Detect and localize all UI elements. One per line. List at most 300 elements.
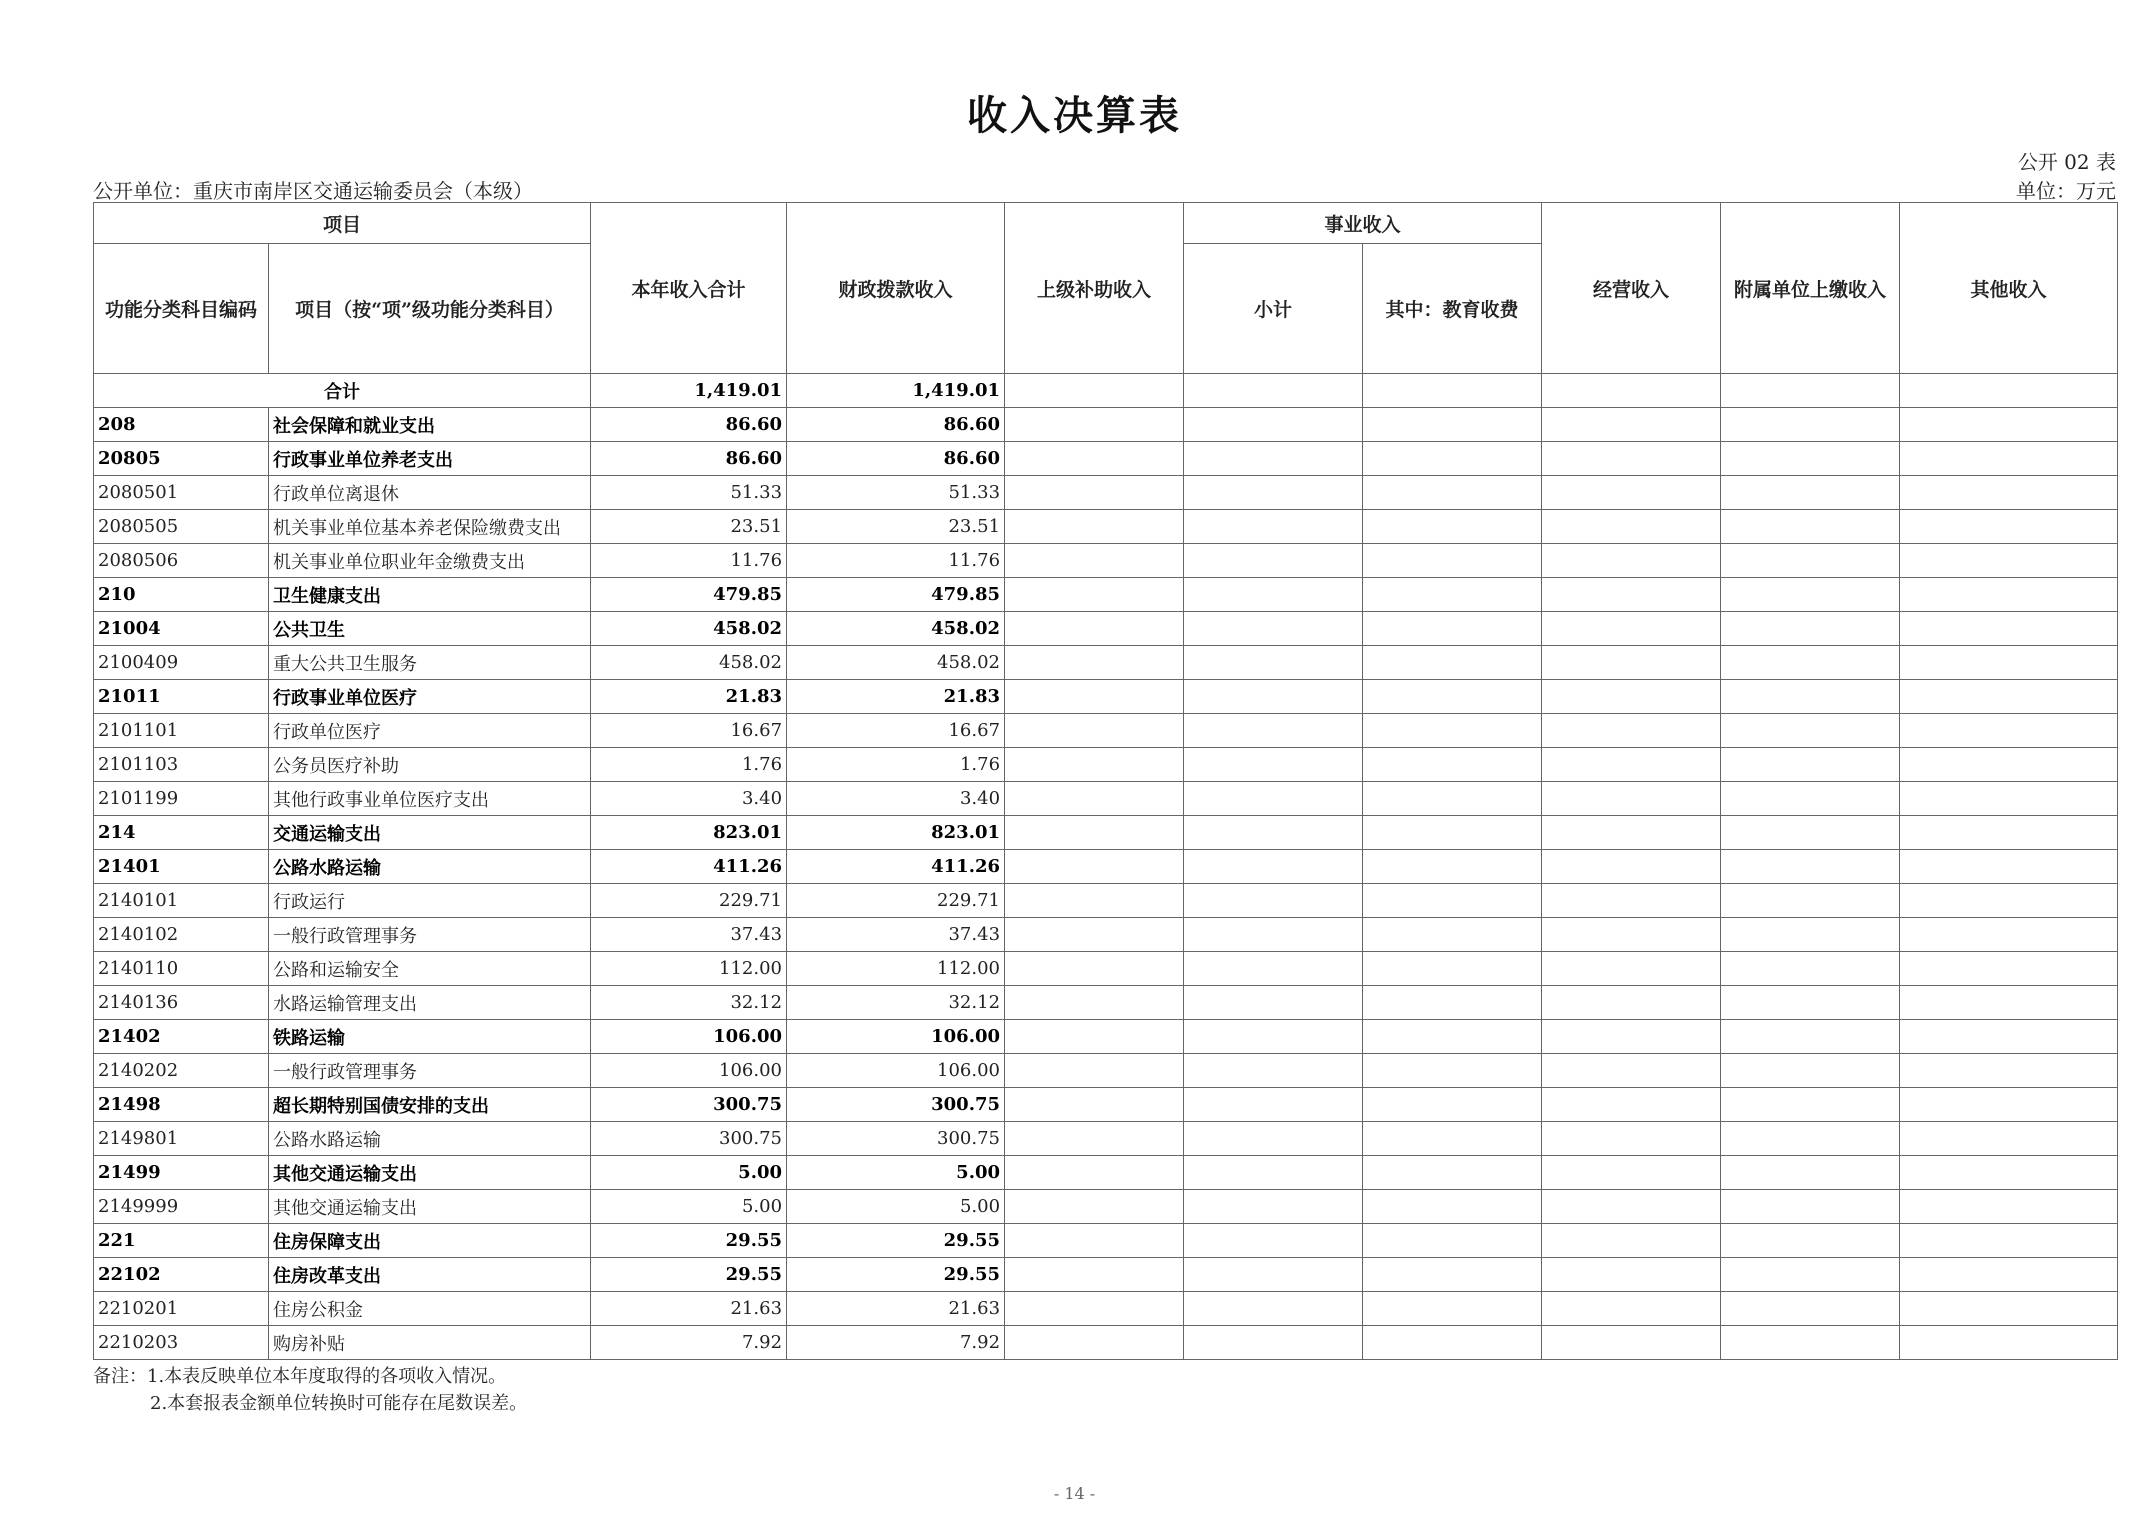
empty-cell <box>1363 1020 1542 1054</box>
empty-cell <box>1184 1122 1363 1156</box>
empty-cell <box>1542 782 1721 816</box>
row-total-income: 112.00 <box>591 952 787 986</box>
empty-cell <box>1005 952 1184 986</box>
empty-cell <box>1363 1088 1542 1122</box>
header-career-subtotal: 小计 <box>1184 244 1363 374</box>
empty-cell <box>1363 476 1542 510</box>
row-total-income: 21.83 <box>591 680 787 714</box>
empty-cell <box>1184 1156 1363 1190</box>
row-fiscal-income: 300.75 <box>787 1122 1005 1156</box>
row-name: 铁路运输 <box>269 1020 591 1054</box>
row-code: 2210203 <box>94 1326 269 1360</box>
empty-cell <box>1363 1292 1542 1326</box>
table-row <box>94 850 2118 884</box>
row-name: 住房保障支出 <box>269 1224 591 1258</box>
empty-cell <box>1542 680 1721 714</box>
empty-cell <box>1542 714 1721 748</box>
total-label: 合计 <box>94 374 591 408</box>
empty-cell <box>1900 816 2118 850</box>
row-total-income: 411.26 <box>591 850 787 884</box>
empty-cell <box>1184 442 1363 476</box>
empty-cell <box>1363 1224 1542 1258</box>
empty-cell <box>1721 884 1900 918</box>
row-name: 一般行政管理事务 <box>269 918 591 952</box>
empty-cell <box>1900 510 2118 544</box>
row-fiscal-income: 11.76 <box>787 544 1005 578</box>
empty-cell <box>1363 884 1542 918</box>
row-fiscal-income: 86.60 <box>787 408 1005 442</box>
row-fiscal-income: 106.00 <box>787 1020 1005 1054</box>
empty-cell <box>1363 782 1542 816</box>
empty-cell <box>1363 1258 1542 1292</box>
header-project: 项目 <box>94 203 591 244</box>
row-code: 2140202 <box>94 1054 269 1088</box>
row-code: 21499 <box>94 1156 269 1190</box>
row-name: 卫生健康支出 <box>269 578 591 612</box>
row-fiscal-income: 3.40 <box>787 782 1005 816</box>
page-number: - 14 - <box>1053 1484 1096 1503</box>
row-fiscal-income: 458.02 <box>787 612 1005 646</box>
header-superior-subsidy: 上级补助收入 <box>1005 203 1184 374</box>
empty-cell <box>1363 578 1542 612</box>
header-function-code: 功能分类科目编码 <box>94 244 269 374</box>
row-total-income: 51.33 <box>591 476 787 510</box>
row-name: 公路水路运输 <box>269 850 591 884</box>
empty-cell <box>1363 952 1542 986</box>
empty-cell <box>1363 544 1542 578</box>
empty-cell <box>1542 408 1721 442</box>
row-fiscal-income: 29.55 <box>787 1224 1005 1258</box>
empty-cell <box>1721 1020 1900 1054</box>
row-code: 210 <box>94 578 269 612</box>
empty-cell <box>1542 918 1721 952</box>
table-row <box>94 1326 2118 1360</box>
income-statement-table <box>93 202 2118 1360</box>
header-function-name: 项目（按“项”级功能分类科目） <box>269 244 591 374</box>
empty-cell <box>1721 918 1900 952</box>
notes <box>93 1363 527 1417</box>
empty-cell <box>1900 1156 2118 1190</box>
row-code: 21498 <box>94 1088 269 1122</box>
empty-cell <box>1005 1088 1184 1122</box>
empty-cell <box>1900 578 2118 612</box>
empty-cell <box>1363 612 1542 646</box>
header-total-income: 本年收入合计 <box>591 203 787 374</box>
empty-cell <box>1542 884 1721 918</box>
empty-cell <box>1363 1122 1542 1156</box>
empty-cell <box>1184 850 1363 884</box>
header-other-income: 其他收入 <box>1900 203 2118 374</box>
empty-cell <box>1005 986 1184 1020</box>
empty-cell <box>1900 1088 2118 1122</box>
row-code: 214 <box>94 816 269 850</box>
row-code: 2101101 <box>94 714 269 748</box>
empty-cell <box>1005 680 1184 714</box>
empty-cell <box>1721 850 1900 884</box>
row-fiscal-income: 21.63 <box>787 1292 1005 1326</box>
row-name: 一般行政管理事务 <box>269 1054 591 1088</box>
empty-cell <box>1900 476 2118 510</box>
empty-cell <box>1184 782 1363 816</box>
table-row <box>94 408 2118 442</box>
row-fiscal-income: 1.76 <box>787 748 1005 782</box>
row-total-income: 458.02 <box>591 646 787 680</box>
table-row <box>94 1292 2118 1326</box>
header-affiliated-income: 附属单位上缴收入 <box>1721 203 1900 374</box>
row-code: 2080501 <box>94 476 269 510</box>
table-row <box>94 1156 2118 1190</box>
row-code: 21402 <box>94 1020 269 1054</box>
empty-cell <box>1900 612 2118 646</box>
row-code: 2080506 <box>94 544 269 578</box>
table-row <box>94 1020 2118 1054</box>
empty-cell <box>1184 578 1363 612</box>
empty-cell <box>1721 578 1900 612</box>
empty-cell <box>1184 646 1363 680</box>
table-row <box>94 578 2118 612</box>
empty-cell <box>1184 1054 1363 1088</box>
empty-cell <box>1721 1190 1900 1224</box>
empty-cell <box>1721 714 1900 748</box>
empty-cell <box>1005 714 1184 748</box>
row-total-income: 300.75 <box>591 1122 787 1156</box>
row-code: 2149999 <box>94 1190 269 1224</box>
row-name: 水路运输管理支出 <box>269 986 591 1020</box>
table-row <box>94 1190 2118 1224</box>
table-row <box>94 884 2118 918</box>
empty-cell <box>1184 544 1363 578</box>
row-total-income: 37.43 <box>591 918 787 952</box>
empty-cell <box>1721 442 1900 476</box>
table-row <box>94 510 2118 544</box>
row-fiscal-income: 21.83 <box>787 680 1005 714</box>
row-name: 机关事业单位基本养老保险缴费支出 <box>269 510 591 544</box>
empty-cell <box>1721 408 1900 442</box>
header-education-fee: 其中：教育收费 <box>1363 244 1542 374</box>
empty-cell <box>1184 680 1363 714</box>
empty-cell <box>1005 918 1184 952</box>
empty-cell <box>1900 1054 2118 1088</box>
table-row <box>94 918 2118 952</box>
row-name: 购房补贴 <box>269 1326 591 1360</box>
currency-unit: 单位：万元 <box>2016 179 2116 203</box>
empty-cell <box>1363 646 1542 680</box>
row-name: 社会保障和就业支出 <box>269 408 591 442</box>
empty-cell <box>1184 816 1363 850</box>
row-total-income: 29.55 <box>591 1258 787 1292</box>
empty-cell <box>1184 884 1363 918</box>
header-fiscal-appropriation: 财政拨款收入 <box>787 203 1005 374</box>
row-total-income: 16.67 <box>591 714 787 748</box>
empty-cell <box>1721 476 1900 510</box>
row-code: 2140102 <box>94 918 269 952</box>
empty-cell <box>1005 816 1184 850</box>
table-row <box>94 748 2118 782</box>
row-name: 住房公积金 <box>269 1292 591 1326</box>
row-name: 行政单位医疗 <box>269 714 591 748</box>
row-name: 公务员医疗补助 <box>269 748 591 782</box>
row-total-income: 823.01 <box>591 816 787 850</box>
row-total-income: 21.63 <box>591 1292 787 1326</box>
empty-cell <box>1363 680 1542 714</box>
row-fiscal-income: 7.92 <box>787 1326 1005 1360</box>
empty-cell <box>1184 986 1363 1020</box>
empty-cell <box>1542 1020 1721 1054</box>
row-fiscal-income: 29.55 <box>787 1258 1005 1292</box>
empty-cell <box>1184 1190 1363 1224</box>
row-code: 21401 <box>94 850 269 884</box>
table-row <box>94 1224 2118 1258</box>
row-total-income: 86.60 <box>591 408 787 442</box>
row-code: 2140101 <box>94 884 269 918</box>
empty-cell <box>1721 612 1900 646</box>
row-fiscal-income: 300.75 <box>787 1088 1005 1122</box>
empty-cell <box>1184 1020 1363 1054</box>
row-code: 2101103 <box>94 748 269 782</box>
empty-cell <box>1542 850 1721 884</box>
table-row <box>94 782 2118 816</box>
empty-cell <box>1184 510 1363 544</box>
empty-cell <box>1005 1190 1184 1224</box>
row-name: 公路和运输安全 <box>269 952 591 986</box>
empty-cell <box>1542 1258 1721 1292</box>
row-total-income: 86.60 <box>591 442 787 476</box>
empty-cell <box>1721 1292 1900 1326</box>
row-code: 208 <box>94 408 269 442</box>
row-fiscal-income: 16.67 <box>787 714 1005 748</box>
row-fiscal-income: 5.00 <box>787 1156 1005 1190</box>
row-total-income: 32.12 <box>591 986 787 1020</box>
row-total-income: 23.51 <box>591 510 787 544</box>
empty-cell <box>1542 646 1721 680</box>
table-row <box>94 612 2118 646</box>
empty-cell <box>1005 408 1184 442</box>
empty-cell <box>1005 1224 1184 1258</box>
row-code: 2149801 <box>94 1122 269 1156</box>
empty-cell <box>1005 442 1184 476</box>
empty-cell <box>1900 544 2118 578</box>
row-name: 行政事业单位医疗 <box>269 680 591 714</box>
row-code: 2100409 <box>94 646 269 680</box>
empty-cell <box>1542 1054 1721 1088</box>
empty-cell <box>1005 1326 1184 1360</box>
empty-cell <box>1900 1122 2118 1156</box>
empty-cell <box>1363 816 1542 850</box>
empty-cell <box>1184 1224 1363 1258</box>
table-row <box>94 816 2118 850</box>
empty-cell <box>1542 1190 1721 1224</box>
empty-cell <box>1900 782 2118 816</box>
row-code: 2210201 <box>94 1292 269 1326</box>
empty-cell <box>1184 1326 1363 1360</box>
empty-cell <box>1184 1292 1363 1326</box>
row-total-income: 458.02 <box>591 612 787 646</box>
empty-cell <box>1542 476 1721 510</box>
header-operating-income: 经营收入 <box>1542 203 1721 374</box>
row-fiscal-income: 32.12 <box>787 986 1005 1020</box>
empty-cell <box>1721 782 1900 816</box>
empty-cell <box>1900 680 2118 714</box>
empty-cell <box>1005 612 1184 646</box>
empty-cell <box>1184 918 1363 952</box>
empty-cell <box>1900 850 2118 884</box>
table-row <box>94 1122 2118 1156</box>
row-code: 2101199 <box>94 782 269 816</box>
row-fiscal-income: 112.00 <box>787 952 1005 986</box>
empty-cell <box>1542 952 1721 986</box>
empty-cell <box>1721 1156 1900 1190</box>
row-code: 21004 <box>94 612 269 646</box>
empty-cell <box>1005 1292 1184 1326</box>
row-fiscal-income: 229.71 <box>787 884 1005 918</box>
empty-cell <box>1184 476 1363 510</box>
empty-cell <box>1363 850 1542 884</box>
header-career-income: 事业收入 <box>1184 203 1542 244</box>
table-row <box>94 646 2118 680</box>
table-row <box>94 986 2118 1020</box>
empty-cell <box>1900 1190 2118 1224</box>
empty-cell <box>1721 544 1900 578</box>
empty-cell <box>1363 408 1542 442</box>
row-fiscal-income: 23.51 <box>787 510 1005 544</box>
empty-cell <box>1900 714 2118 748</box>
empty-cell <box>1005 748 1184 782</box>
row-fiscal-income: 411.26 <box>787 850 1005 884</box>
empty-cell <box>1721 1088 1900 1122</box>
empty-cell <box>1721 748 1900 782</box>
empty-cell <box>1900 1020 2118 1054</box>
table-row <box>94 952 2118 986</box>
empty-cell <box>1542 1122 1721 1156</box>
empty-cell <box>1363 510 1542 544</box>
empty-cell <box>1363 748 1542 782</box>
table-row <box>94 680 2118 714</box>
empty-cell <box>1005 1122 1184 1156</box>
table-row <box>94 476 2118 510</box>
empty-cell <box>1542 510 1721 544</box>
row-total-income: 1.76 <box>591 748 787 782</box>
row-name: 交通运输支出 <box>269 816 591 850</box>
total-fiscal-value: 1,419.01 <box>787 374 1005 408</box>
row-total-income: 479.85 <box>591 578 787 612</box>
row-name: 其他交通运输支出 <box>269 1156 591 1190</box>
page-title: 收入决算表 <box>967 92 1182 139</box>
empty-cell <box>1005 578 1184 612</box>
row-total-income: 7.92 <box>591 1326 787 1360</box>
row-code: 21011 <box>94 680 269 714</box>
row-code: 221 <box>94 1224 269 1258</box>
empty-cell <box>1542 986 1721 1020</box>
row-code: 2080505 <box>94 510 269 544</box>
empty-cell <box>1363 1156 1542 1190</box>
empty-cell <box>1900 408 2118 442</box>
row-code: 20805 <box>94 442 269 476</box>
form-code: 公开 02 表 <box>2017 150 2116 174</box>
row-total-income: 5.00 <box>591 1190 787 1224</box>
empty-cell <box>1542 612 1721 646</box>
empty-cell <box>1005 544 1184 578</box>
row-name: 行政运行 <box>269 884 591 918</box>
empty-cell <box>1005 1020 1184 1054</box>
row-name: 机关事业单位职业年金缴费支出 <box>269 544 591 578</box>
empty-cell <box>1542 1292 1721 1326</box>
reporting-organization: 公开单位：重庆市南岸区交通运输委员会（本级） <box>93 179 533 203</box>
empty-cell <box>1184 714 1363 748</box>
row-total-income: 106.00 <box>591 1020 787 1054</box>
empty-cell <box>1542 1156 1721 1190</box>
empty-cell <box>1363 986 1542 1020</box>
table-row <box>94 1088 2118 1122</box>
note-2: 2.本套报表金额单位转换时可能存在尾数误差。 <box>150 1393 528 1414</box>
empty-cell <box>1900 1224 2118 1258</box>
empty-cell <box>1363 918 1542 952</box>
empty-cell <box>1900 918 2118 952</box>
row-name: 其他行政事业单位医疗支出 <box>269 782 591 816</box>
row-fiscal-income: 823.01 <box>787 816 1005 850</box>
row-name: 公路水路运输 <box>269 1122 591 1156</box>
empty-cell <box>1542 1088 1721 1122</box>
total-row <box>94 374 2118 408</box>
empty-cell <box>1542 544 1721 578</box>
row-name: 住房改革支出 <box>269 1258 591 1292</box>
empty-cell <box>1005 850 1184 884</box>
empty-cell <box>1363 1054 1542 1088</box>
table-row <box>94 442 2118 476</box>
row-name: 重大公共卫生服务 <box>269 646 591 680</box>
empty-cell <box>1900 442 2118 476</box>
empty-cell <box>1721 816 1900 850</box>
empty-cell <box>1005 1156 1184 1190</box>
row-total-income: 5.00 <box>591 1156 787 1190</box>
row-code: 22102 <box>94 1258 269 1292</box>
row-total-income: 29.55 <box>591 1224 787 1258</box>
empty-cell <box>1721 986 1900 1020</box>
empty-cell <box>1721 952 1900 986</box>
empty-cell <box>1005 1258 1184 1292</box>
empty-cell <box>1721 510 1900 544</box>
empty-cell <box>1184 1088 1363 1122</box>
row-name: 超长期特别国债安排的支出 <box>269 1088 591 1122</box>
empty-cell <box>1721 1258 1900 1292</box>
table-row <box>94 1258 2118 1292</box>
empty-cell <box>1542 748 1721 782</box>
empty-cell <box>1721 1054 1900 1088</box>
empty-cell <box>1184 612 1363 646</box>
empty-cell <box>1900 1292 2118 1326</box>
empty-cell <box>1900 646 2118 680</box>
empty-cell <box>1900 1258 2118 1292</box>
empty-cell <box>1721 646 1900 680</box>
table-row <box>94 714 2118 748</box>
empty-cell <box>1005 510 1184 544</box>
empty-cell <box>1005 476 1184 510</box>
row-total-income: 11.76 <box>591 544 787 578</box>
row-fiscal-income: 37.43 <box>787 918 1005 952</box>
row-name: 行政事业单位养老支出 <box>269 442 591 476</box>
empty-cell <box>1184 1258 1363 1292</box>
table-row <box>94 1054 2118 1088</box>
empty-cell <box>1184 952 1363 986</box>
empty-cell <box>1721 1122 1900 1156</box>
empty-cell <box>1005 782 1184 816</box>
row-fiscal-income: 51.33 <box>787 476 1005 510</box>
empty-cell <box>1184 748 1363 782</box>
empty-cell <box>1542 442 1721 476</box>
empty-cell <box>1721 1326 1900 1360</box>
row-name: 公共卫生 <box>269 612 591 646</box>
empty-cell <box>1900 986 2118 1020</box>
row-code: 2140110 <box>94 952 269 986</box>
